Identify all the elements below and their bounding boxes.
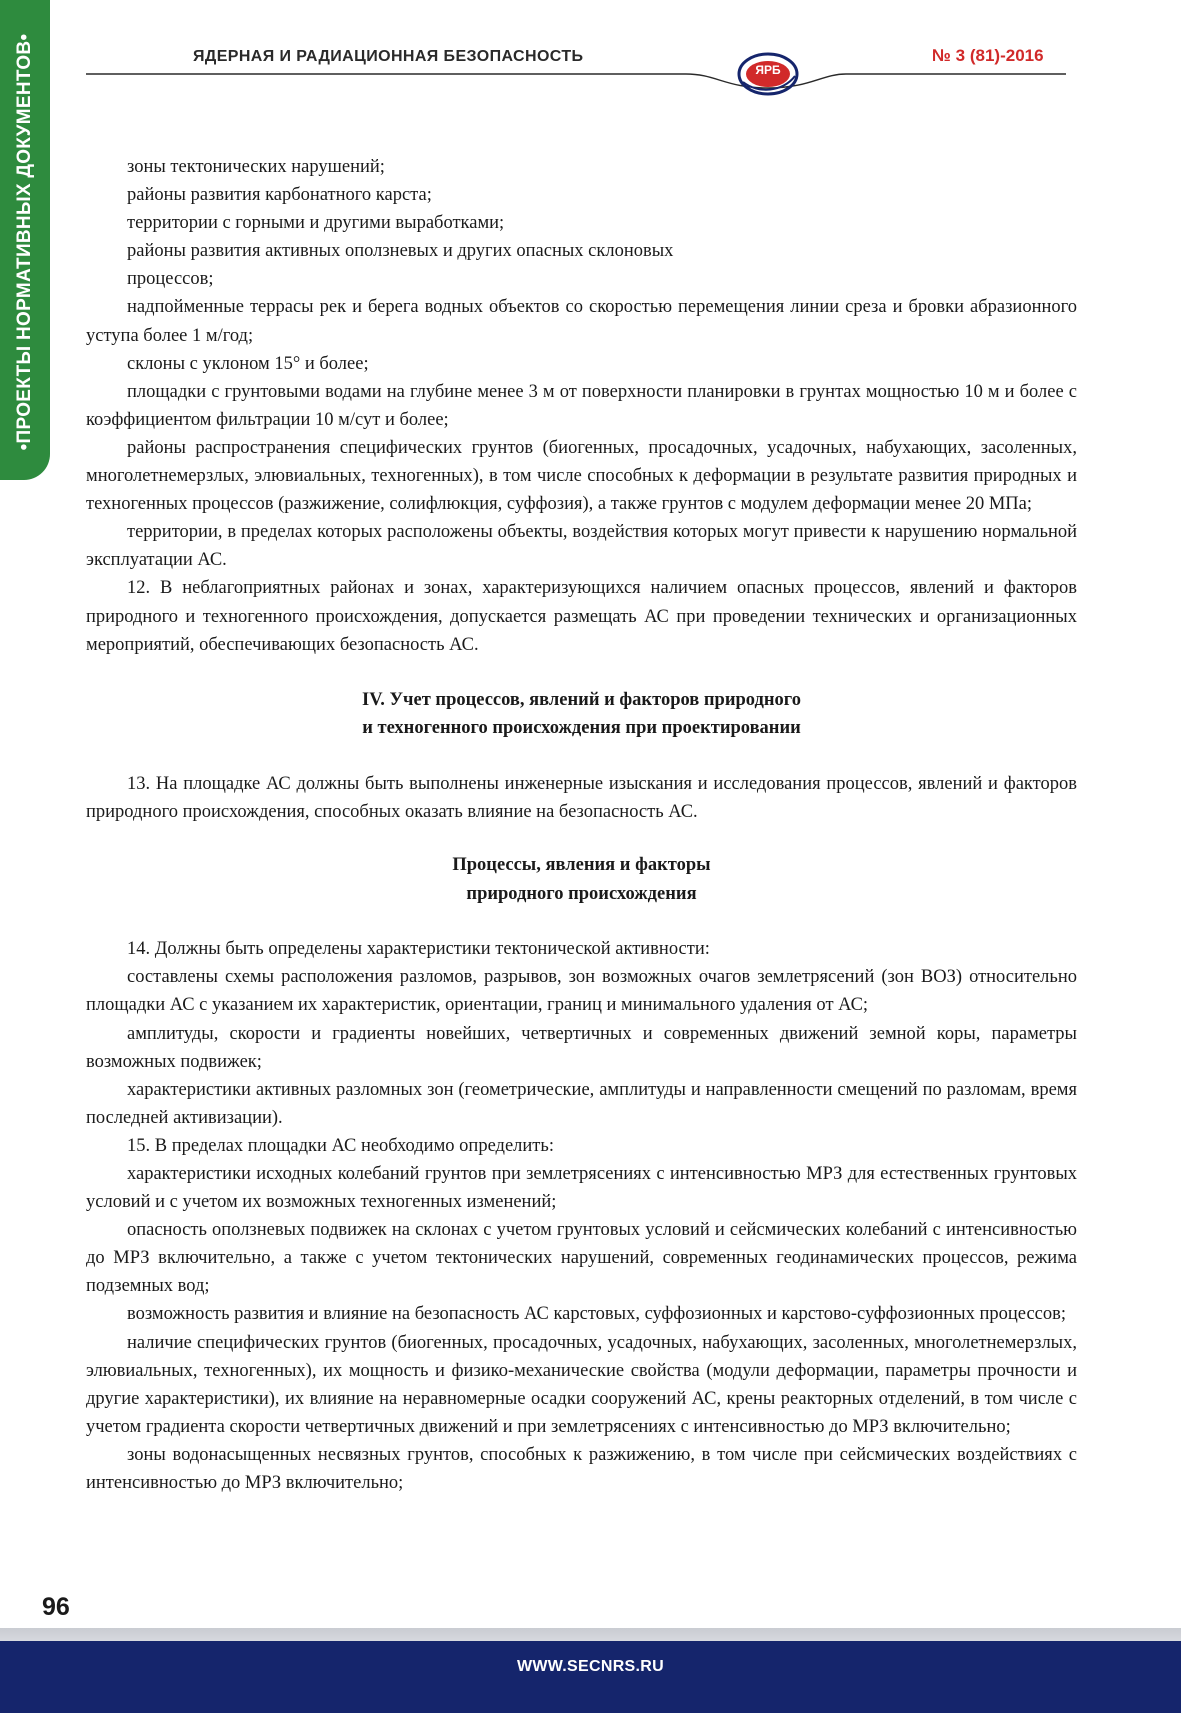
subsection-heading [86,851,1077,908]
paragraph: наличие специфических грунтов (биогенных, просадочных, усадочных, набухающих, засоленных, многолетнемерзлых, элювиальных, техногенных), их мощность и физико-механические свойства (модули деформации, параметры прочности и другие характеристики), их влияние на неравномерные осадки сооружений АС, крены реакторных отделений, в том числе с учетом градиента скорости четвертичных движений и при землетрясениях с интенсивностью до МРЗ включительно; [86,1332,1077,1437]
footer-url-link[interactable]: WWW.SECNRS.RU [516,1658,664,1675]
paragraph: зоны тектонических нарушений; [127,157,385,177]
journal-title: ЯДЕРНАЯ И РАДИАЦИОННАЯ БЕЗОПАСНОСТЬ [193,48,584,65]
header-rule [86,60,1066,90]
paragraph: площадки с грунтовыми водами на глубине менее 3 м от поверхности планировки в грунтах мощностью 10 м и более с коэффициентом фильтрации 10 м/сут и более; [86,381,1077,430]
page-number: 96 [42,1593,70,1621]
paragraph: районы развития активных оползневых и других опасных склоновых [127,241,674,262]
section-heading-line2: и техногенного происхождения при проектировании [362,718,801,739]
paragraph: надпойменные террасы рек и берега водных объектов со скоростью перемещения линии среза и бровки абразионного уступа более 1 м/год; [86,297,1077,346]
paragraph: возможность развития и влияние на безопасность АС карстовых, суффозионных и карстово-суффозионных процессов; [127,1304,1067,1325]
paragraph: 14. Должны быть определены характеристики тектонической активности: [127,939,710,960]
side-tab-label: •ПРОЕКТЫ НОРМАТИВНЫХ ДОКУМЕНТОВ• [14,33,35,451]
subsection-heading-line1: Процессы, явления и факторы [452,855,711,876]
paragraph: амплитуды, скорости и градиенты новейших, четвертичных и современных движений земной коры, параметры возможных подвижек; [86,1023,1077,1072]
article-body [86,153,1077,1497]
paragraph: характеристики активных разломных зон (геометрические, амплитуды и направленности смещений по разломам, время последней активизации). [86,1079,1077,1128]
subsection-heading-line2: природного происхождения [466,883,697,904]
paragraph: территории с горными и другими выработками; [127,213,505,234]
side-tab [0,0,50,480]
paragraph: зоны водонасыщенных несвязных грунтов, способных к разжижению, в том числе при сейсмических воздействиях с интенсивностью до МРЗ включительно; [86,1444,1077,1494]
paragraph: составлены схемы расположения разломов, разрывов, зон возможных очагов землетрясений (зон ВОЗ) относительно площадки АС с указанием их характеристик, ориентации, границ и минимального удаления от АС; [86,967,1077,1016]
section-heading [86,686,1077,743]
section-heading-line1: IV. Учет процессов, явлений и факторов природного [362,689,801,710]
paragraph: опасность оползневых подвижек на склонах с учетом грунтовых условий и сейсмических колебаний с интенсивностью до МРЗ включительно, а также с учетом тектонических нарушений, современных геодинамических процессов, режима подземных вод; [86,1220,1077,1297]
paragraph: районы распространения специфических грунтов (биогенных, просадочных, усадочных, набухающих, засоленных, многолетнемерзлых, элювиальных, техногенных), в том числе способных к деформации в результате развития природных и техногенных процессов (разжижение, солифлюкция, суффозия), а также грунтов с модулем деформации менее 20 МПа; [86,437,1077,515]
footer-divider [0,1628,1181,1641]
paragraph: районы развития карбонатного карста; [127,185,432,206]
journal-logo [733,44,803,104]
paragraph: процессов; [127,269,214,290]
paragraph: 15. В пределах площадки АС необходимо определить: [127,1135,554,1156]
paragraph: 12. В неблагоприятных районах и зонах, характеризующихся наличием опасных процессов, явлений и факторов природного и техногенного происхождения, допускается размещать АС при проведении технических и организационных мероприятий, обеспечивающих безопасность АС. [86,578,1077,655]
paragraph: характеристики исходных колебаний грунтов при землетрясениях с интенсивностью МРЗ для естественных грунтовых условий и с учетом их возможных техногенных изменений; [86,1164,1077,1213]
logo-text: ЯРБ [755,63,781,77]
issue-number: № 3 (81)-2016 [932,46,1044,65]
paragraph: 13. На площадке АС должны быть выполнены инженерные изыскания и исследования процессов, явлений и факторов природного происхождения, способных оказать влияние на безопасность АС. [86,773,1077,822]
paragraph: территории, в пределах которых расположены объекты, воздействия которых могут привести к нарушению нормальной эксплуатации АС. [86,522,1077,571]
paragraph: склоны с уклоном 15° и более; [127,353,369,374]
footer-bar [0,1641,1181,1713]
